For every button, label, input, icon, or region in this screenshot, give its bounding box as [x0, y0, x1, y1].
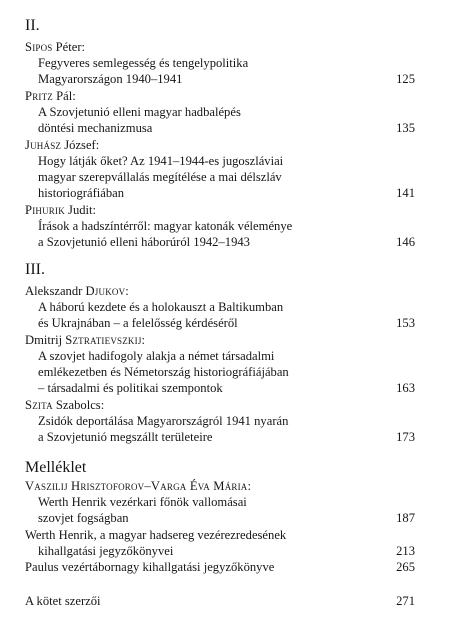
author-given: Dmitrij — [25, 333, 66, 347]
title-line: szovjet fogságban 187 — [38, 511, 415, 525]
section-heading: II. — [25, 17, 40, 34]
title-line: döntési mechanizmusa 135 — [38, 121, 415, 135]
title-line: Werth Henrik vezérkari főnök vallomásai — [38, 495, 247, 509]
page-number: 163 — [396, 381, 415, 395]
page-number: 125 — [396, 72, 415, 86]
author-line — [0, 39, 452, 55]
author-surname: Juhász — [25, 138, 62, 152]
page-number: 213 — [396, 544, 415, 558]
entry-line: Werth Henrik, a magyar hadsereg vezérezredesének — [25, 528, 287, 542]
author-line — [0, 202, 452, 218]
title-line: A Szovjetunió elleni magyar hadbalépés — [38, 105, 241, 119]
author-given: József: — [61, 138, 100, 152]
page-number: 146 — [396, 235, 415, 249]
author-surname: Djukov: — [85, 284, 129, 298]
author-line — [0, 137, 452, 153]
page-number: 265 — [396, 560, 415, 574]
title-line: a Szovjetunió megszállt területeire 173 — [38, 430, 415, 444]
section-heading: Melléklet — [25, 459, 87, 476]
author-surname: Sipos — [25, 40, 53, 54]
title-line: Zsidók deportálása Magyarországról 1941 nyarán — [38, 414, 289, 428]
author-surname: Pihurik — [25, 203, 65, 217]
page-number: 271 — [396, 594, 415, 608]
title-line: és Ukrajnában – a felelősség kérdéséről 153 — [38, 316, 415, 330]
page-number: 187 — [396, 511, 415, 525]
title-line: Magyarországon 1940–1941 125 — [38, 72, 415, 86]
author-surname: Sztratievszkij: — [65, 333, 146, 347]
author-given: Pál: — [53, 89, 76, 103]
author-given: Szabolcs: — [52, 398, 105, 412]
title-line: Hogy látják őket? Az 1941–1944-es jugoszláviai — [38, 154, 284, 168]
author-line — [0, 332, 452, 348]
author-line — [0, 478, 452, 494]
author-surname: Szita — [25, 398, 53, 412]
title-line: historiográfiában 141 — [38, 186, 415, 200]
page-number: 135 — [396, 121, 415, 135]
author-line — [0, 397, 452, 413]
entry-line: Paulus vezértábornagy kihallgatási jegyzőkönyve 265 — [25, 560, 415, 574]
title-line: Írások a hadszíntérről: magyar katonák véleménye — [38, 219, 293, 233]
page-number: 141 — [396, 186, 415, 200]
title-line: emlékezetben és Németország historiográfiájában — [38, 365, 289, 379]
author-given: Péter: — [52, 40, 86, 54]
author-line — [0, 283, 452, 299]
author-given: Judit: — [64, 203, 97, 217]
title-line: a Szovjetunió elleni háborúról 1942–1943 146 — [38, 235, 415, 249]
title-line: – társadalmi és politikai szempontok 163 — [38, 381, 415, 395]
section-heading: III. — [25, 261, 45, 278]
title-line: A szovjet hadifogoly alakja a német társadalmi — [38, 349, 275, 363]
title-line: Fegyveres semlegesség és tengelypolitika — [38, 56, 249, 70]
author-surname: Pritz — [25, 89, 53, 103]
author-line — [0, 88, 452, 104]
title-line: magyar szerepvállalás megítélése a mai délszláv — [38, 170, 282, 184]
entry-line: A kötet szerzői 271 — [25, 594, 415, 608]
title-line: kihallgatási jegyzőkönyvei 213 — [38, 544, 415, 558]
author-given: Alekszandr — [25, 284, 86, 298]
page-number: 153 — [396, 316, 415, 330]
author-names: Vaszilij Hrisztoforov–Varga Éva Mária: — [25, 479, 252, 493]
title-line: A háború kezdete és a holokauszt a Baltikumban — [38, 300, 284, 314]
page-number: 173 — [396, 430, 415, 444]
